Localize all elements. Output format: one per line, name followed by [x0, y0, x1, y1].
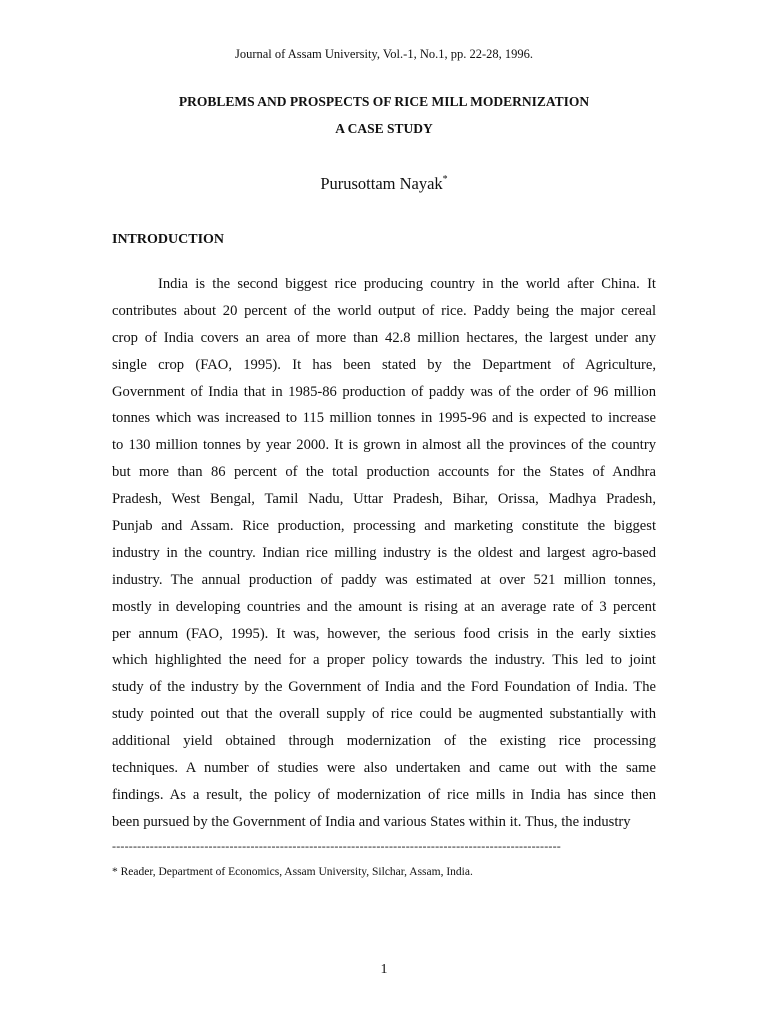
- paragraph-line: study of the industry by the Government of India and the Ford Foundation of India. The: [112, 679, 656, 696]
- paragraph-line: Pradesh, West Bengal, Tamil Nadu, Uttar Pradesh, Bihar, Orissa, Madhya Pradesh,: [112, 491, 656, 508]
- journal-citation: Journal of Assam University, Vol.-1, No.1, pp. 22-28, 1996.: [234, 47, 534, 61]
- author-footnote-mark: *: [442, 174, 448, 185]
- paragraph-line: been pursued by the Government of India and various States within it. Thus, the industry: [112, 813, 631, 830]
- paragraph-line: Government of India that in 1985-86 production of paddy was of the order of 96 million: [112, 383, 656, 400]
- paragraph-line: industry in the country. Indian rice milling industry is the oldest and largest agro-based: [112, 544, 656, 561]
- paragraph-line: study pointed out that the overall supply of rice could be augmented substantially with: [112, 706, 656, 723]
- paragraph-line: India is the second biggest rice producing country in the world after China. It: [158, 276, 656, 292]
- paragraph-line: tonnes which was increased to 115 million tonnes in 1995-96 and is expected to increase: [112, 410, 656, 427]
- paragraph-line: contributes about 20 percent of the world output of rice. Paddy being the major cereal: [112, 302, 656, 319]
- paragraph-line: single crop (FAO, 1995). It has been stated by the Department of Agriculture,: [112, 356, 656, 373]
- paragraph-line: findings. As a result, the policy of modernization of rice mills in India has since then: [112, 786, 656, 803]
- footnote-separator: -----------------------------------------------------------------------------------------------------------: [112, 839, 561, 853]
- paragraph-line: per annum (FAO, 1995). It was, however, the serious food crisis in the early sixties: [112, 625, 656, 642]
- paragraph-line: crop of India covers an area of more than 42.8 million hectares, the largest under any: [112, 329, 656, 346]
- paragraph-line: Punjab and Assam. Rice production, processing and marketing constitute the biggest: [112, 518, 656, 535]
- paragraph-line: industry. The annual production of paddy was estimated at over 521 million tonnes,: [112, 571, 656, 588]
- paper-title-line-2: A CASE STUDY: [335, 121, 433, 136]
- page-number: 1: [380, 962, 388, 977]
- paper-title-line-1: PROBLEMS AND PROSPECTS OF RICE MILL MODERNIZATION: [178, 94, 590, 109]
- paragraph-line: to 130 million tonnes by year 2000. It is grown in almost all the provinces of the country: [112, 437, 656, 454]
- author-affiliation-footnote: * Reader, Department of Economics, Assam University, Silchar, Assam, India.: [112, 866, 473, 878]
- section-heading-introduction: INTRODUCTION: [112, 232, 225, 247]
- paragraph-line: but more than 86 percent of the total production accounts for the States of Andhra: [112, 464, 656, 481]
- paragraph-line: mostly in developing countries and the amount is rising at an average rate of 3 percent: [112, 598, 656, 615]
- author-name: Purusottam Nayak: [320, 174, 443, 193]
- paragraph-line: which highlighted the need for a proper policy towards the industry. This led to joint: [112, 652, 656, 669]
- author-byline: [0, 173, 768, 195]
- paragraph-line: techniques. A number of studies were also undertaken and came out with the same: [112, 760, 656, 777]
- introduction-paragraph: [112, 273, 656, 838]
- paragraph-line: additional yield obtained through modernization of the existing rice processing: [112, 733, 656, 750]
